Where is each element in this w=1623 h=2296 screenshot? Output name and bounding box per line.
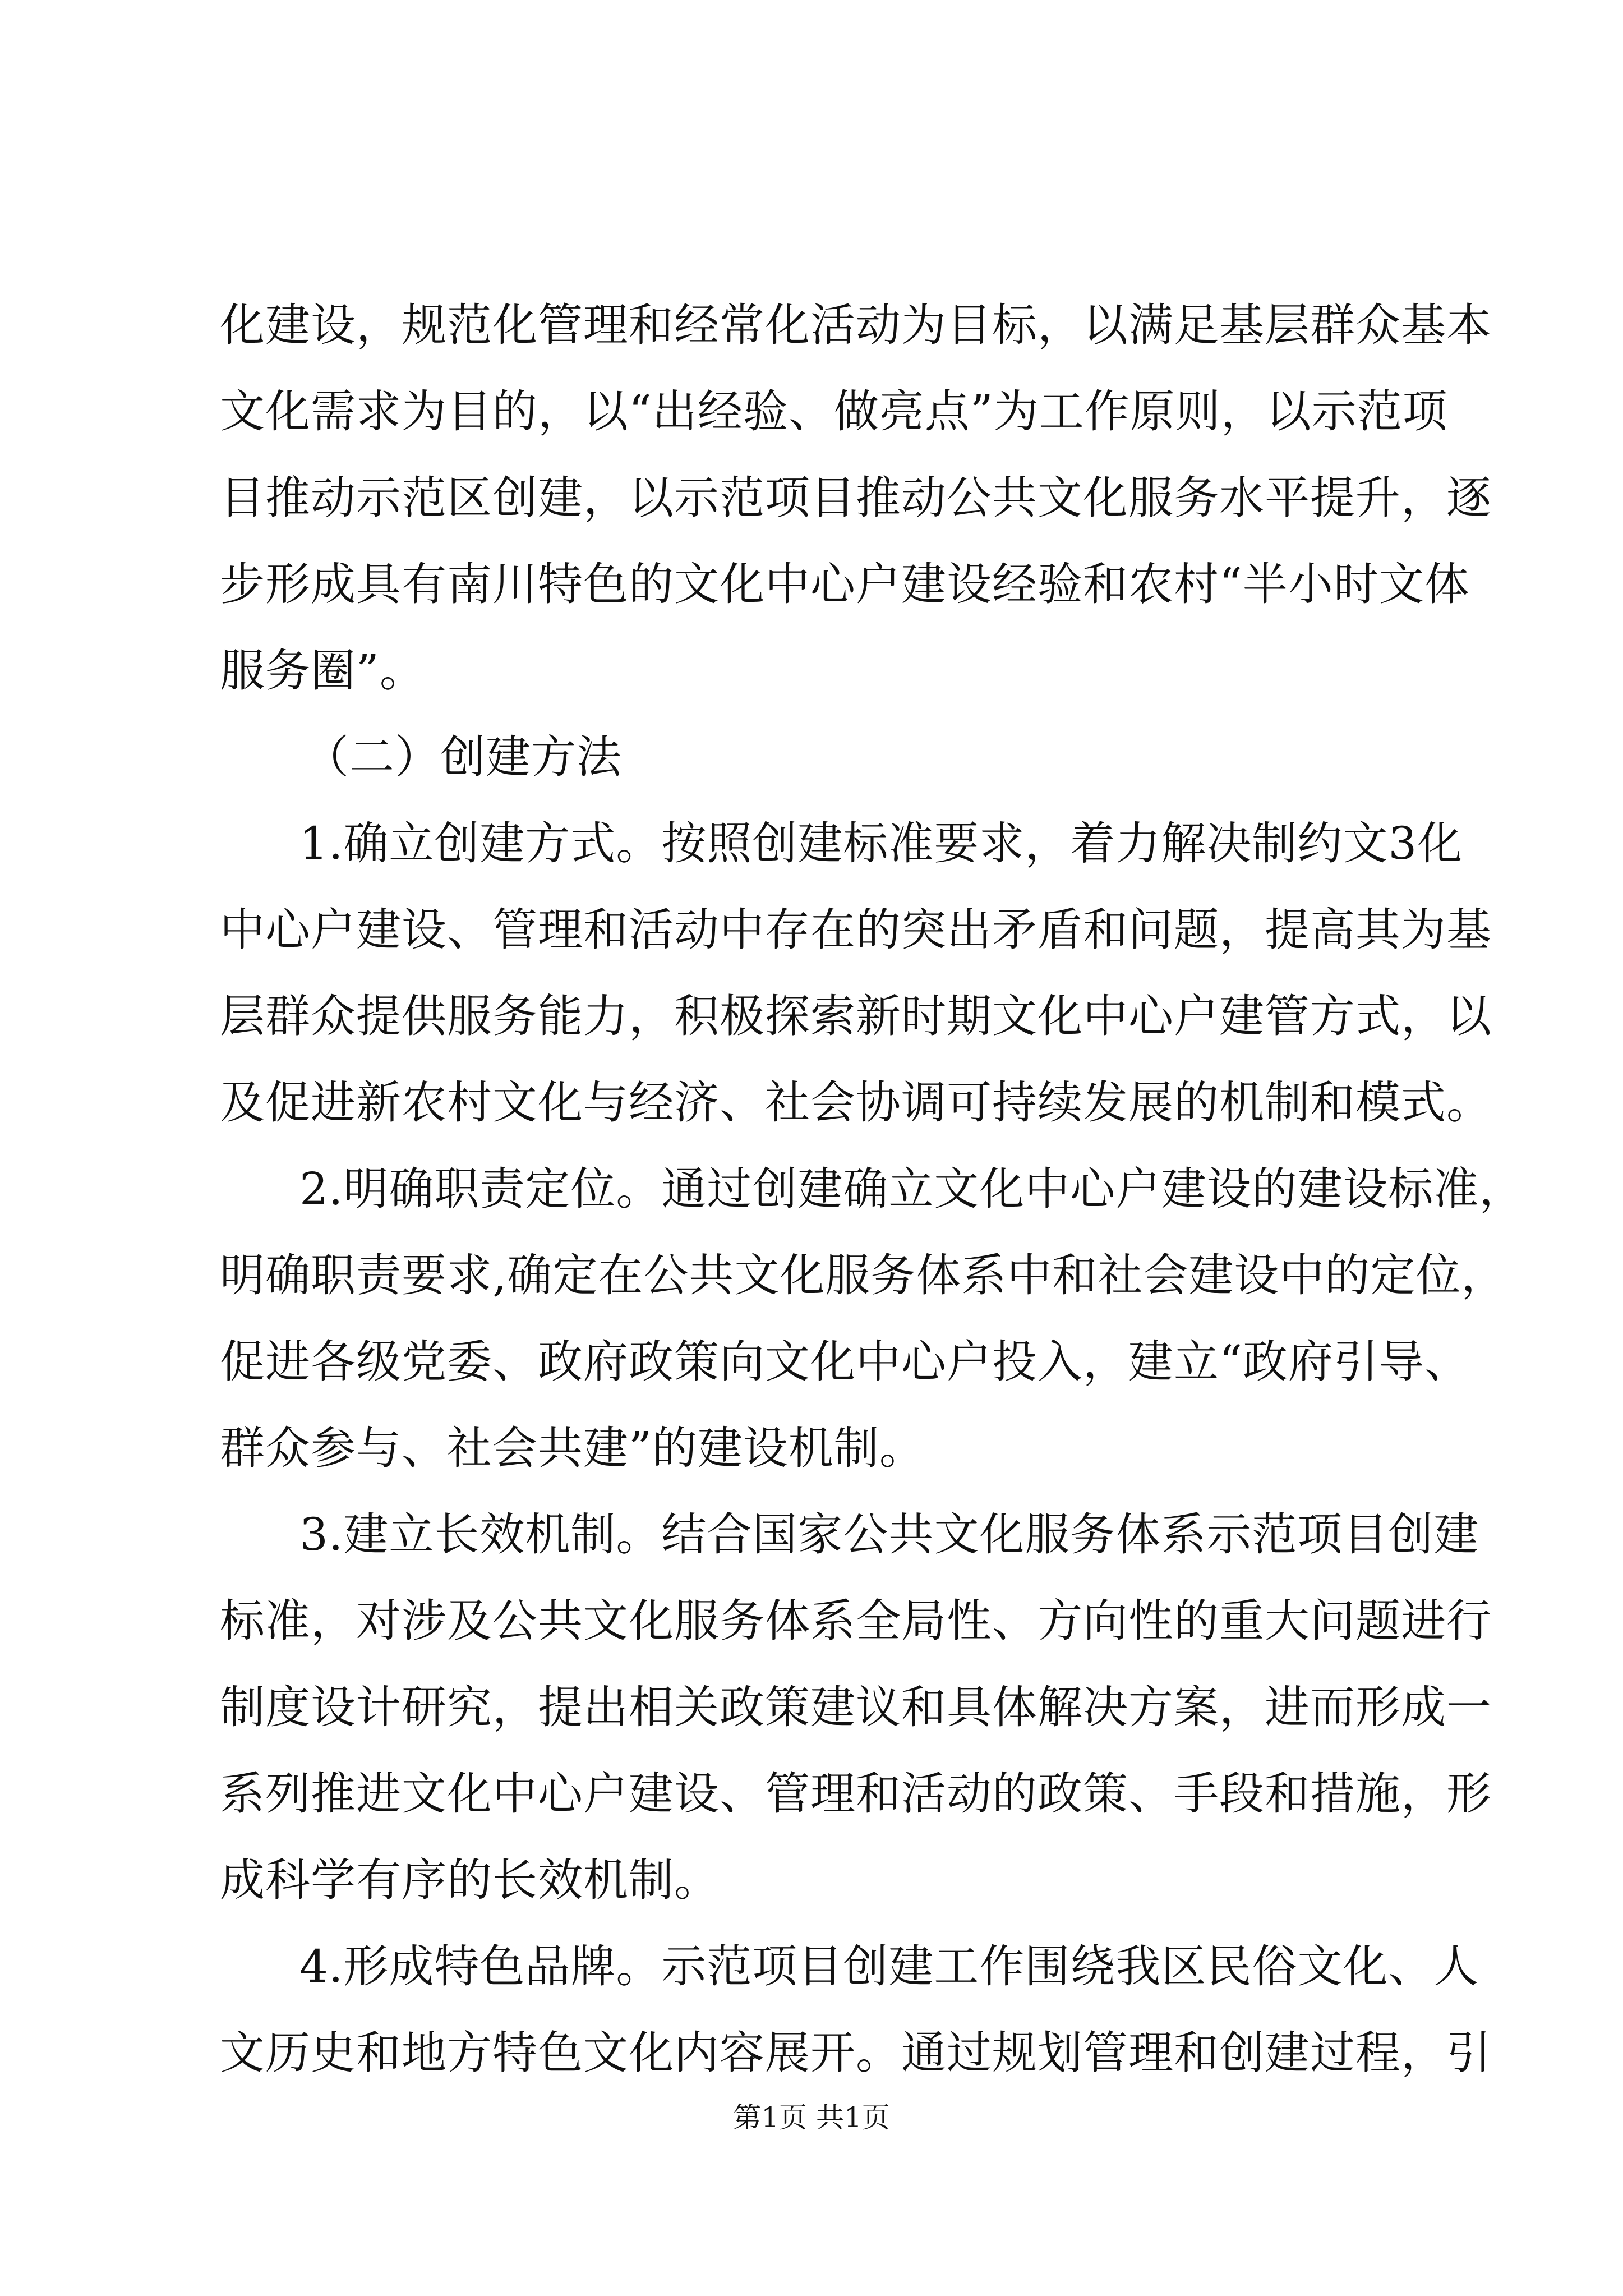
paragraph-line: 层群众提供服务能力，积极探索新时期文化中心户建管方式，以 (220, 990, 1492, 1042)
page-footer: 第1页 共1页 (733, 2101, 890, 2134)
paragraph-line: 4.形成特色品牌。示范项目创建工作围绕我区民俗文化、人 (299, 1940, 1479, 1993)
paragraph-line: 服务圈”。 (220, 645, 425, 697)
paragraph-line: 文历史和地方特色文化内容展开。通过规划管理和创建过程，引 (220, 2027, 1492, 2079)
paragraph-line: 成科学有序的长效机制。 (220, 1854, 720, 1906)
paragraph-line: 及促进新农村文化与经济、社会协调可持续发展的机制和模式。 (220, 1076, 1492, 1129)
paragraph-line: 标准，对涉及公共文化服务体系全局性、方向性的重大问题进行 (220, 1595, 1492, 1647)
paragraph-line: 制度设计研究，提出相关政策建议和具体解决方案，进而形成一 (220, 1681, 1492, 1733)
section-heading: （二）创建方法 (304, 731, 622, 783)
paragraph-line: 2.明确职责定位。通过创建确立文化中心户建设的建设标准， (299, 1163, 1525, 1215)
paragraph-line: 3.建立长效机制。结合国家公共文化服务体系示范项目创建 (299, 1508, 1479, 1561)
paragraph-line: 步形成具有南川特色的文化中心户建设经验和农村“半小时文体 (220, 558, 1470, 610)
paragraph-line: 促进各级党委、政府政策向文化中心户投入，建立“政府引导、 (220, 1336, 1470, 1388)
paragraph-line: 文化需求为目的，以“出经验、做亮点”为工作原则，以示范项 (220, 385, 1448, 438)
paragraph-line: 群众参与、社会共建”的建设机制。 (220, 1422, 925, 1474)
paragraph-line: 1.确立创建方式。按照创建标准要求，着力解决制约文3化 (299, 817, 1463, 869)
paragraph-line: 明确职责要求,确定在公共文化服务体系中和社会建设中的定位， (220, 1249, 1507, 1301)
paragraph-line: 系列推进文化中心户建设、管理和活动的政策、手段和措施，形 (220, 1768, 1492, 1820)
paragraph-line: 中心户建设、管理和活动中存在的突出矛盾和问题，提高其为基 (220, 904, 1492, 956)
paragraph-line: 目推动示范区创建，以示范项目推动公共文化服务水平提升，逐 (220, 472, 1492, 524)
paragraph-line: 化建设，规范化管理和经常化活动为目标，以满足基层群众基本 (220, 299, 1492, 351)
